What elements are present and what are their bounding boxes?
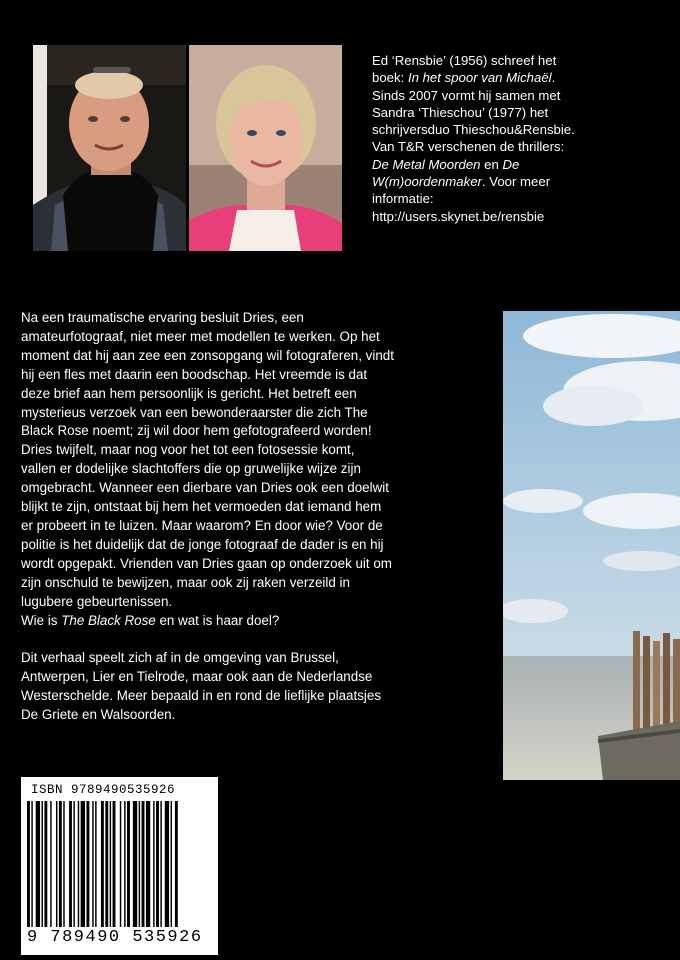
bio-line: Ed ‘Rensbie’ (1956) schreef het [372, 53, 557, 68]
book-title: W(m)oordenmaker [372, 174, 482, 190]
isbn-barcode [21, 777, 218, 955]
synopsis-question [21, 613, 279, 628]
barcode-bar [50, 801, 51, 927]
barcode-bar [44, 801, 47, 927]
synopsis-line: Na een traumatische ervaring besluit Dries, een [21, 310, 304, 325]
barcode-bar [92, 801, 93, 927]
barcode-bar [59, 801, 62, 927]
synopsis-line: politie is het duidelijk dat de jonge fotograaf de dader is en hij [21, 536, 384, 552]
barcode-bar [105, 801, 108, 927]
bio-line [372, 69, 672, 86]
bio-line: Sinds 2007 vormt hij samen met [372, 87, 561, 103]
barcode-bar [165, 801, 169, 927]
bio-line: Van T&R verschenen de thrillers: [372, 139, 565, 155]
book-title: In het spoor van Michaël [407, 70, 552, 86]
bio-line: Sandra ‘Thieschou’ (1977) het [372, 104, 549, 120]
barcode-bar [81, 801, 85, 927]
synopsis-line: amateurfotograaf, niet meer met modellen te werken. Op het [21, 328, 380, 344]
barcode-bar [86, 801, 89, 927]
bio-line: schrijversduo Thieschou&Rensbie. [372, 122, 575, 138]
barcode-bar [42, 801, 43, 927]
barcode-bar [127, 801, 130, 927]
barcode-bar [63, 801, 64, 927]
synopsis-line: hij een fles met daarin een boodschap. Het vreemde is dat [21, 366, 368, 382]
setting-paragraph [21, 649, 497, 725]
synopsis-line: zijn onschuld te bewijzen, maar ook zij raken verzeild in [21, 574, 350, 590]
bio-text: boek: [372, 70, 408, 86]
synopsis-line: wordt opgepakt. Vrienden van Dries gaan op onderzoek uit om [21, 555, 392, 571]
barcode-bar [160, 801, 161, 927]
synopsis-line: moment dat hij aan zee een zonsopgang wil fotograferen, vindt [21, 347, 394, 363]
barcode-bar [139, 801, 140, 927]
synopsis-line: omgebracht. Wanneer een dierbare van Dries ook een doelwit [21, 480, 389, 496]
barcode-bar [95, 801, 96, 927]
barcode-bar [124, 801, 125, 927]
barcode-bar [69, 801, 72, 927]
beach-photo [503, 311, 680, 780]
bio-line [372, 173, 672, 190]
book-title: De Metal Moorden [372, 156, 481, 172]
barcode-bar [31, 801, 32, 927]
synopsis-paragraph [21, 309, 497, 630]
barcode-bar [120, 801, 121, 927]
barcode-bar [142, 801, 145, 927]
synopsis-line: mysterieus verzoek van een bewonderaarster die zich The [21, 404, 368, 420]
question-text: en wat is haar doel? [155, 612, 280, 628]
barcode-bars [27, 801, 212, 927]
barcode-bar [101, 801, 104, 927]
synopsis-line: Dries twijfelt, maar nog voor het tot een fotosessie komt, [21, 442, 355, 458]
bio-text: . Voor meer [481, 174, 551, 190]
barcode-bar [27, 801, 30, 927]
barcode-bar [146, 801, 150, 927]
barcode-bar [110, 801, 111, 927]
bio-line: informatie: [372, 191, 434, 207]
synopsis-line: deze brief aan hem persoonlijk is gericht. Het betreft een [21, 385, 357, 401]
setting-line: Dit verhaal speelt zich af in de omgeving van Brussel, [21, 650, 339, 666]
question-title: The Black Rose [61, 612, 156, 628]
barcode-bar [73, 801, 74, 927]
synopsis-line: er probeert in te luizen. Maar waarom? En door wie? Voor de [21, 517, 383, 533]
synopsis [21, 309, 497, 725]
setting-line: Westerschelde. Meer bepaald in en rond de lieflijke plaatsjes [21, 688, 382, 704]
setting-line: De Griete en Walsoorden. [21, 707, 176, 723]
barcode-bar [36, 801, 40, 927]
synopsis-line: lugubere gebeurtenissen. [21, 593, 173, 609]
author-photo-sandra [189, 45, 342, 251]
barcode-bar [153, 801, 154, 927]
author-photo-ed [33, 45, 186, 251]
barcode-bar [171, 801, 172, 927]
synopsis-line: vallen er dodelijke slachtoffers die op gruwelijke wijze zijn [21, 461, 361, 477]
barcode-bar [56, 801, 57, 927]
barcode-bar [133, 801, 137, 927]
bio-text: en [480, 156, 503, 172]
website-url: http://users.skynet.be/rensbie [372, 208, 545, 224]
synopsis-line: blijkt te zijn, ontstaat bij hem het vermoeden dat iemand hem [21, 499, 382, 515]
author-bio [372, 52, 672, 225]
bio-text: . [551, 70, 556, 86]
book-title: De [502, 156, 520, 172]
ean-digits: 9 789490 535926 [27, 928, 203, 947]
setting-line: Antwerpen, Lier en Tielrode, maar ook aan de Nederlandse [21, 669, 373, 685]
bio-line [372, 156, 672, 173]
isbn-label: ISBN 9789490535926 [31, 783, 176, 797]
barcode-bar [78, 801, 79, 927]
synopsis-line: Black Rose noemt; zij wil door hem gefotografeerd worden! [21, 423, 372, 439]
barcode-bar [175, 801, 178, 927]
question-text: Wie is [21, 612, 62, 628]
barcode-bar [113, 801, 116, 927]
barcode-bar [156, 801, 159, 927]
